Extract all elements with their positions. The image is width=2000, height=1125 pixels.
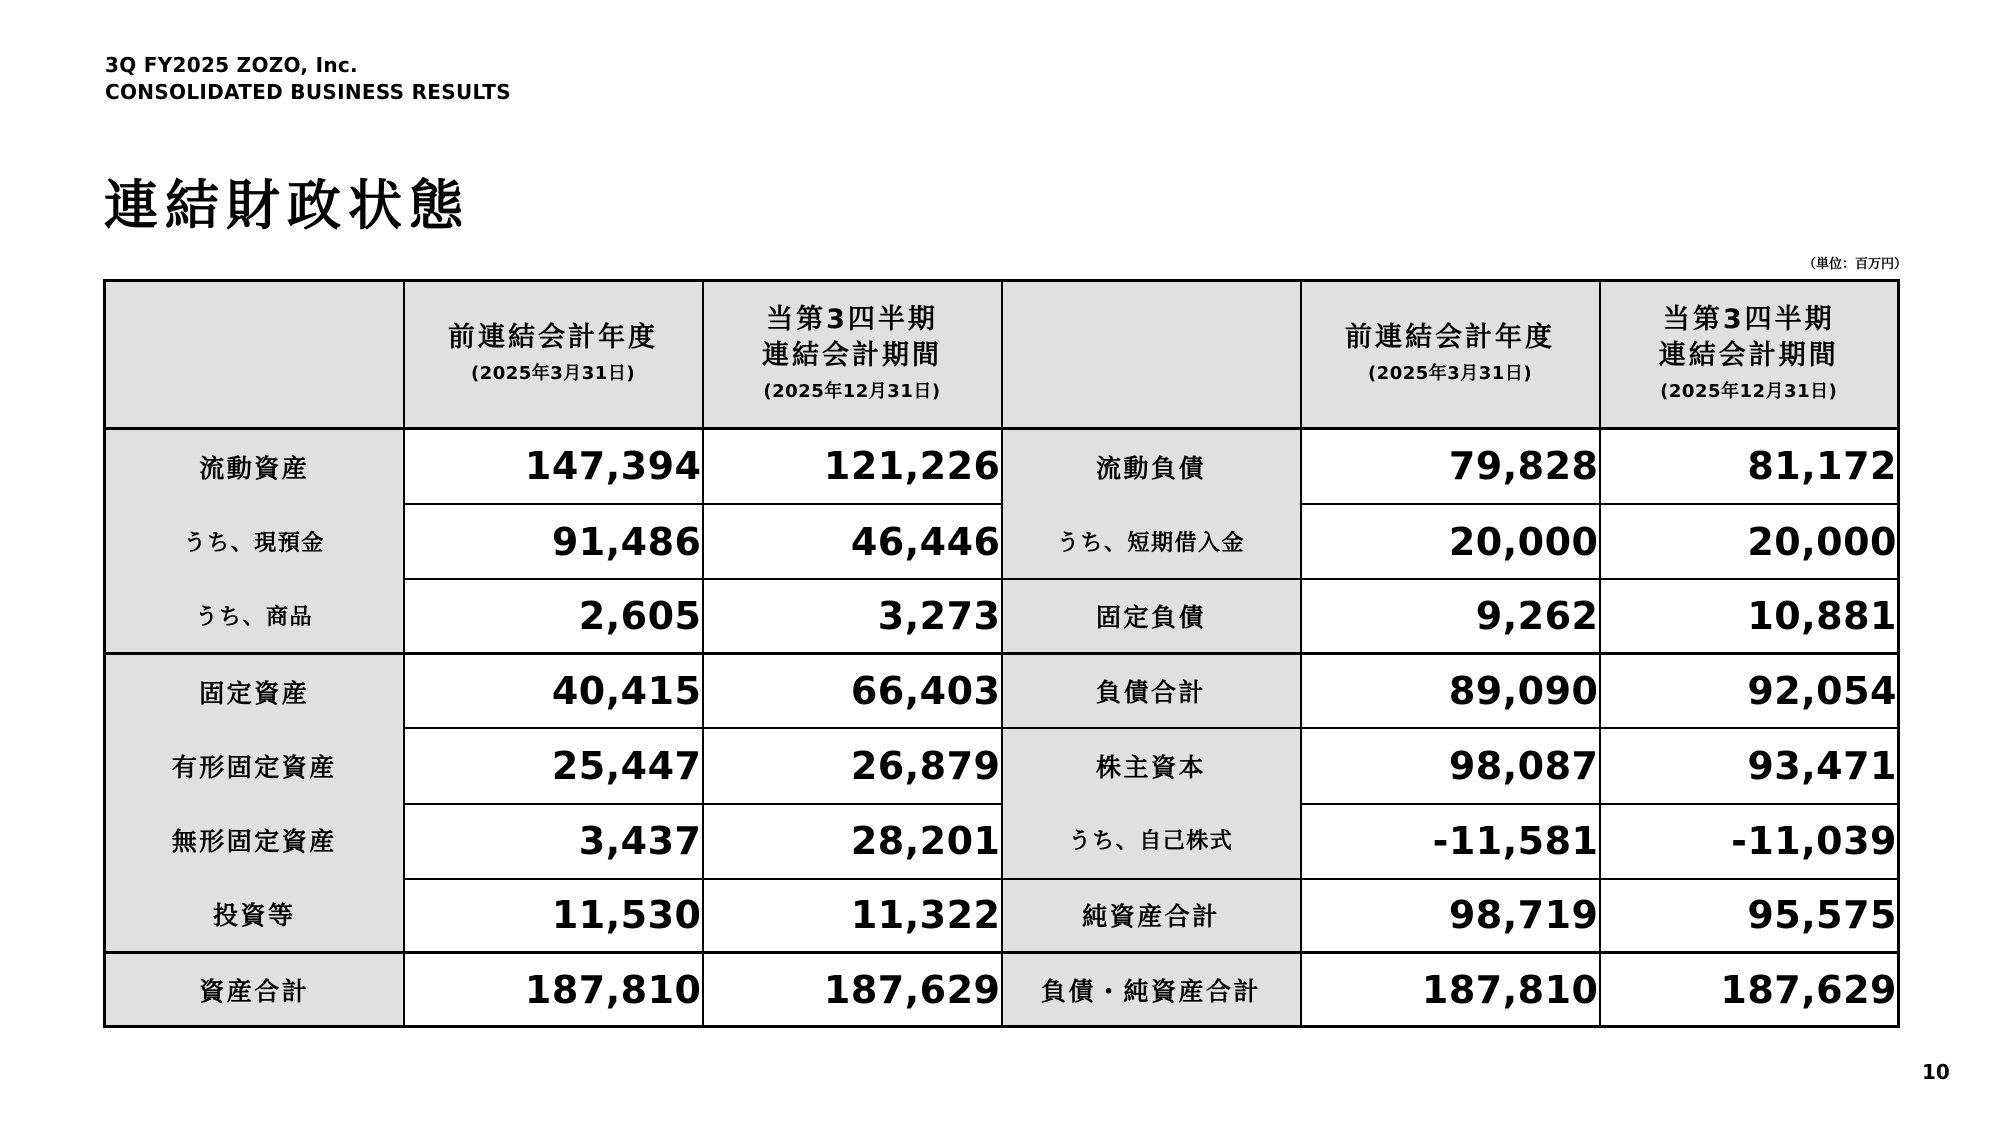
value-cell: -11,039	[1600, 804, 1899, 879]
header-line-company: 3Q FY2025 ZOZO, Inc.	[105, 53, 358, 77]
value-cell: 93,471	[1600, 728, 1899, 804]
page-number: 10	[1922, 1060, 1950, 1084]
row-label: うち、商品	[195, 604, 313, 630]
header-cell-liabilities-label	[1002, 281, 1301, 429]
value-cell: 187,810	[1301, 953, 1600, 1027]
value-cell: 187,629	[1600, 953, 1899, 1027]
table-row	[105, 654, 1899, 728]
row-label: 流動負債	[1095, 454, 1206, 483]
value-cell: 20,000	[1301, 504, 1600, 579]
total-assets-label: 資産合計	[105, 953, 404, 1027]
header-main-line2: 連結会計期間	[762, 340, 942, 371]
header-cell-assets-prev	[404, 281, 703, 429]
value-cell: 79,828	[1301, 429, 1600, 504]
label-group-current-assets	[105, 429, 404, 654]
header-main: 前連結会計年度	[448, 322, 658, 353]
row-label: うち、自己株式	[1068, 829, 1234, 854]
header-main-line2: 連結会計期間	[1658, 340, 1839, 371]
value-cell: 121,226	[703, 429, 1002, 504]
value-cell: 187,629	[703, 953, 1002, 1027]
header-cell-liabilities-prev	[1301, 281, 1600, 429]
table-total-row	[105, 953, 1899, 1027]
value-cell: 10,881	[1600, 579, 1899, 653]
table-header-row	[105, 281, 1899, 429]
header-main-line1: 当第3四半期	[766, 304, 938, 335]
header-main: 前連結会計年度	[1345, 322, 1555, 353]
value-cell: 20,000	[1600, 504, 1899, 579]
value-cell: 92,054	[1600, 654, 1899, 728]
header-date: (2025年12月31日)	[763, 381, 941, 402]
value-cell: 46,446	[703, 504, 1002, 579]
value-cell: 40,415	[404, 654, 703, 728]
row-label: 純資産合計	[1002, 879, 1301, 953]
row-label: 流動資産	[199, 454, 310, 483]
value-cell: 81,172	[1600, 429, 1899, 504]
balance-sheet-table	[103, 279, 1900, 1028]
value-cell: 3,437	[404, 804, 703, 879]
value-cell: 95,575	[1600, 879, 1899, 953]
value-cell: 91,486	[404, 504, 703, 579]
table-row	[105, 429, 1899, 504]
unit-label: （単位：百万円）	[1802, 257, 1907, 272]
row-label: 負債合計	[1002, 654, 1301, 728]
row-label: 有形固定資産	[171, 753, 337, 782]
total-liabilities-equity-label: 負債・純資産合計	[1002, 953, 1301, 1027]
value-cell: 26,879	[703, 728, 1002, 804]
header-date: (2025年3月31日)	[470, 363, 636, 384]
value-cell: 98,087	[1301, 728, 1600, 804]
row-label: うち、短期借入金	[1056, 530, 1245, 556]
label-group-fixed-assets	[105, 654, 404, 953]
row-label: 固定負債	[1002, 579, 1301, 653]
header-date: (2025年12月31日)	[1660, 381, 1838, 402]
row-label: 投資等	[212, 901, 296, 930]
row-label: 固定資産	[199, 679, 310, 708]
value-cell: 11,530	[404, 879, 703, 953]
value-cell: 89,090	[1301, 654, 1600, 728]
value-cell: 11,322	[703, 879, 1002, 953]
label-group-shareholders-equity	[1002, 728, 1301, 879]
value-cell: 66,403	[703, 654, 1002, 728]
row-label: 株主資本	[1095, 752, 1206, 782]
value-cell: 3,273	[703, 579, 1002, 653]
value-cell: 98,719	[1301, 879, 1600, 953]
value-cell: 28,201	[703, 804, 1002, 879]
value-cell: 2,605	[404, 579, 703, 653]
header-line-report: CONSOLIDATED BUSINESS RESULTS	[105, 80, 511, 104]
header-cell-liabilities-curr	[1600, 281, 1899, 429]
label-group-current-liabilities	[1002, 429, 1301, 580]
value-cell: 9,262	[1301, 579, 1600, 653]
document-header	[105, 52, 511, 106]
value-cell: 187,810	[404, 953, 703, 1027]
row-label: うち、現預金	[183, 530, 325, 556]
header-main-line1: 当第3四半期	[1662, 304, 1835, 335]
page-title: 連結財政状態	[104, 174, 470, 237]
row-label: 無形固定資産	[171, 827, 337, 856]
header-cell-assets-curr	[703, 281, 1002, 429]
header-date: (2025年3月31日)	[1367, 363, 1533, 384]
value-cell: -11,581	[1301, 804, 1600, 879]
header-cell-assets-label	[105, 281, 404, 429]
value-cell: 147,394	[404, 429, 703, 504]
value-cell: 25,447	[404, 728, 703, 804]
